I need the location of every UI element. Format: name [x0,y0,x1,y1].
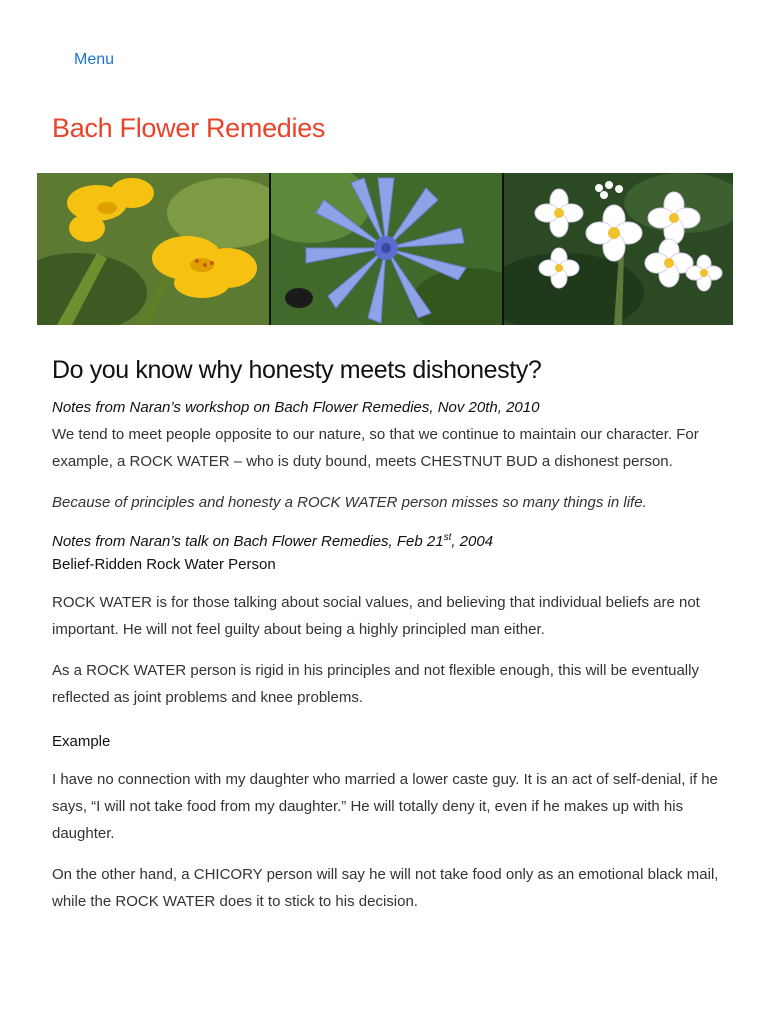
paragraph-5: I have no connection with my daughter who married a lower caste guy. It is an act of self-denial, if he says, “I will not take food from my daughter.” He will totally deny it, even if he makes up with his daughter. [52,771,718,842]
paragraph-6: On the other hand, a CHICORY person will say he will not take food only as an emotional black mail, while the ROCK WATER does it to stick to his decision. [52,866,719,910]
workshop-note: Notes from Naran’s workshop on Bach Flower Remedies, Nov 20th, 2010 [52,399,540,416]
talk-note-prefix: Notes from Naran’s talk on Bach Flower Remedies, Feb 21 [52,533,444,550]
blue-flower-image [271,173,502,325]
example-heading: Example [52,733,111,750]
flower-banner [37,173,733,325]
paragraph-3: ROCK WATER is for those talking about social values, and believing that individual beliefs are not important. He will not feel guilty about being a highly principled man either. [52,594,700,638]
article [52,356,722,915]
paragraph-2: Because of principles and honesty a ROCK WATER person misses so many things in life. [52,494,647,511]
talk-note-sup: st [443,532,452,543]
site-title[interactable]: Bach Flower Remedies [52,113,326,143]
talk-note [52,532,722,550]
article-headline: Do you know why honesty meets dishonesty? [52,356,542,384]
talk-note-suffix: , 2004 [451,533,494,550]
paragraph-4: As a ROCK WATER person is rigid in his principles and not flexible enough, this will be eventually reflected as joint problems and knee problems. [52,662,699,706]
menu-link[interactable]: Menu [74,51,115,68]
yellow-flower-image [37,173,269,325]
subheading: Belief-Ridden Rock Water Person [52,556,276,573]
white-flower-image [504,173,733,325]
paragraph-1: We tend to meet people opposite to our nature, so that we continue to maintain our character. For example, a ROCK WATER – who is duty bound, meets CHESTNUT BUD a dishonest person. [52,426,699,470]
